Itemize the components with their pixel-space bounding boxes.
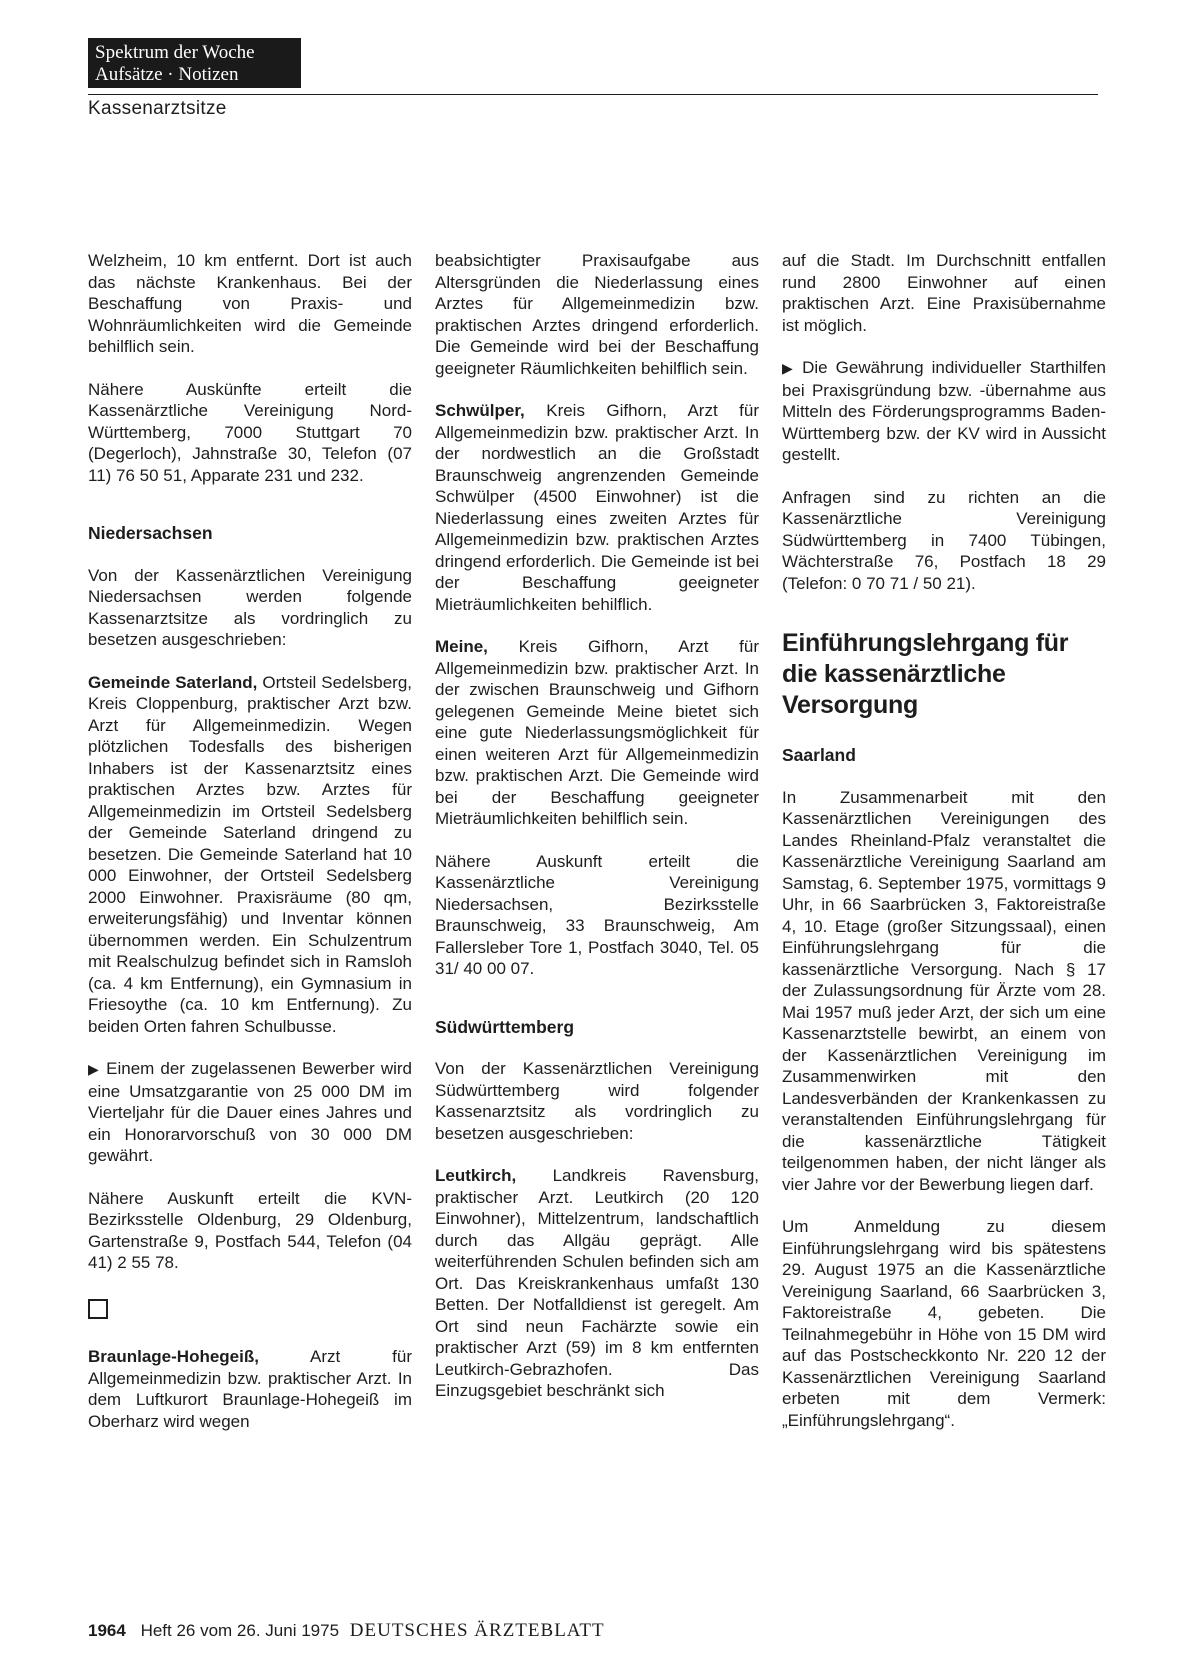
paragraph: Von der Kassenärztlichen Vereinigung Niedersachsen werden folgende Kassenarztsitze als vordringlich zu besetzen ausgeschrieben: xyxy=(88,565,412,649)
article-title: Einführungslehrgang für die kassenärztliche Versorgung xyxy=(782,629,1069,719)
paragraph: Um Anmeldung zu diesem Einführungslehrgang wird bis spätestens 29. August 1975 an die Kassenärztliche Vereinigung Saarland, 66 Saarbrücken 3, Faktoreistraße 4, gebeten. Die Teilnahmegebühr in Höhe von 15 DM wird auf das Postscheckkonto Nr. 220 12 der Kassenärztlichen Vereinigung Saarland erbeten mit dem Vermerk: „Einführungslehrgang“. xyxy=(782,1217,1106,1430)
paragraph: auf die Stadt. Im Durchschnitt entfallen rund 2800 Einwohner auf einen praktischen Arzt. Eine Praxisübernahme ist möglich. xyxy=(782,251,1106,335)
header-line-1: Spektrum der Woche xyxy=(95,42,255,63)
paragraph: Anfragen sind zu richten an die Kassenärztliche Vereinigung Südwürttemberg in 7400 Tübingen, Wächterstraße 76, Postfach 18 29 (Telefon: 0 70 71 / 50 21). xyxy=(782,487,1106,593)
paragraph xyxy=(88,1058,412,1167)
triangle-bullet-icon: ▶ xyxy=(88,1061,101,1077)
place-name: Schwülper, xyxy=(435,401,525,420)
journal-title: DEUTSCHES ÄRZTEBLATT xyxy=(349,1620,605,1641)
place-name: Braunlage-Hohegeiß, xyxy=(88,1347,259,1366)
paragraph-text: Einem der zugelassenen Bewerber wird eine Umsatzgarantie von 25 000 DM im Vierteljahr für die Dauer eines Jahres und ein Honorarvorschuß von 30 000 DM gewährt. xyxy=(88,1059,412,1165)
paragraph: Von der Kassenärztlichen Vereinigung Südwürttemberg wird folgender Kassenarztsitz als vordringlich zu besetzen ausgeschrieben: xyxy=(435,1059,759,1143)
paragraph-text: Kreis Gifhorn, Arzt für Allgemeinmedizin bzw. praktischer Arzt. In der zwischen Braunschweig und Gifhorn gelegenen Gemeinde Meine bietet sich eine gute Niederlassungsmöglichkeit für einen weiteren Arzt für Allgemeinmedizin bzw. praktischen Arzt. Die Gemeinde wird bei der Beschaffung geeigneter Mieträumlichkeiten behilflich sein. xyxy=(435,637,759,828)
triangle-bullet-icon: ▶ xyxy=(782,360,797,376)
heading-saarland: Saarland xyxy=(782,745,856,765)
header-rule xyxy=(88,94,1098,95)
paragraph: beabsichtigter Praxisaufgabe aus Altersgründen die Niederlassung eines Arztes für Allgemeinmedizin bzw. praktischen Arztes dringend erforderlich. Die Gemeinde wird bei der Beschaffung geeigneter Räumlichkeiten behilflich sein. xyxy=(435,251,759,378)
paragraph: In Zusammenarbeit mit den Kassenärztlichen Vereinigungen des Landes Rheinland-Pfalz veranstaltet die Kassenärztliche Vereinigung Saarland am Samstag, 6. September 1975, vormittags 9 Uhr, in 66 Saarbrücken 3, Faktoreistraße 4, 10. Etage (großer Sitzungssaal), einen Einführungslehrgang für die kassenärztliche Versorgung. Nach § 17 der Zulassungsordnung für Ärzte vom 28. Mai 1957 muß jeder Arzt, der sich um eine Kassenarztstelle bewirbt, an einem von der Kassenärztlichen Vereinigung im Zusammenwirken mit den Landesverbänden der Krankenkassen zu veranstaltenden Einführungslehrgang für die kassenärztliche Tätigkeit teilgenommen haben, der nicht länger als vier Jahre vor der Bewerbung liegen darf. xyxy=(782,787,1106,1194)
paragraph-text: Arzt für Allgemeinmedizin bzw. praktischer Arzt. In dem Luftkurort Braunlage-Hohegeiß im Oberharz wird wegen xyxy=(88,1347,412,1431)
paragraph: Welzheim, 10 km entfernt. Dort ist auch das nächste Krankenhaus. Bei der Beschaffung von Praxis- und Wohnräumlichkeiten wird die Gemeinde behilflich sein. xyxy=(88,251,412,356)
place-name: Meine, xyxy=(435,637,488,656)
paragraph: Nähere Auskunft erteilt die KVN-Bezirksstelle Oldenburg, 29 Oldenburg, Gartenstraße 9, Postfach 544, Telefon (04 41) 2 55 78. xyxy=(88,1188,412,1272)
paragraph xyxy=(88,672,412,1038)
place-name: Leutkirch, xyxy=(435,1166,517,1185)
paragraph xyxy=(435,400,759,615)
column-2 xyxy=(435,250,759,1423)
paragraph-text: Kreis Gifhorn, Arzt für Allgemeinmedizin bzw. praktischer Arzt. In der nordwestlich an die Großstadt Braunschweig angrenzenden Gemeinde Schwülper (4500 Einwohner) ist die Niederlassung eines zweiten Arztes für Allgemeinmedizin bzw. praktischen Arztes dringend erforderlich. Die Gemeinde ist bei der Beschaffung geeigneter Mieträumlichkeiten behilflich. xyxy=(435,401,759,614)
paragraph-text: Landkreis Ravensburg, praktischer Arzt. Leutkirch (20 120 Einwohner), Mittelzentrum, landschaftlich durch das Allgäu geprägt. Alle weiterführenden Schulen befinden sich am Ort. Das Kreiskrankenhaus umfaßt 130 Betten. Der Notfalldienst ist geregelt. Am Ort sind neun Fachärzte sowie ein praktischer Arzt (59) im 8 km entfernten Leutkirch-Gebrazhofen. Das Einzugsgebiet beschränkt sich xyxy=(435,1166,759,1400)
page-footer xyxy=(88,1620,605,1642)
square-marker-icon xyxy=(88,1299,108,1319)
header-line-2: Aufsätze · Notizen xyxy=(95,64,239,85)
paragraph xyxy=(435,636,759,830)
paragraph xyxy=(782,357,1106,466)
page-number: 1964 xyxy=(88,1621,126,1640)
paragraph: Nähere Auskünfte erteilt die Kassenärztliche Vereinigung Nord-Württemberg, 7000 Stuttgart 70 (Degerloch), Jahnstraße 30, Telefon (07 11) 76 50 51, Apparate 231 und 232. xyxy=(88,379,412,485)
heading-suedwuerttemberg: Südwürttemberg xyxy=(435,1016,575,1037)
section-label: Kassenarztsitze xyxy=(88,98,227,119)
heading-niedersachsen: Niedersachsen xyxy=(88,523,213,543)
paragraph-text: Ortsteil Sedelsberg, Kreis Cloppenburg, praktischer Arzt bzw. Arzt für Allgemeinmedizin. Wegen plötzlichen Todesfalls des bisherigen Inhabers ist der Kassenarztsitz eines praktischen Arztes bzw. Arztes für Allgemeinmedizin im Ortsteil Sedelsberg der Gemeinde Saterland dringend zu besetzen. Die Gemeinde Saterland hat 10 000 Einwohner, der Ortsteil Sedelsberg 2000 Einwohner. Praxisräume (80 qm, erweiterungsfähig) und Inventar können übernommen werden. Ein Schulzentrum mit Realschulzug befindet sich in Ramsloh (ca. 4 km Entfernung), ein Gymnasium in Friesoythe (ca. 10 km Entfernung). Zu beiden Orten fahren Schulbusse. xyxy=(88,672,412,1036)
paragraph xyxy=(435,1165,759,1402)
place-name: Gemeinde Saterland, xyxy=(88,672,258,692)
paragraph-text: Die Gewährung individueller Starthilfen bei Praxisgründung bzw. -übernahme aus Mitteln des Förderungsprogramms Baden-Württemberg bzw. der KV wird in Aussicht gestellt. xyxy=(782,358,1106,464)
column-3 xyxy=(782,250,1106,1452)
paragraph xyxy=(88,1346,412,1432)
paragraph: Nähere Auskunft erteilt die Kassenärztliche Vereinigung Niedersachsen, Bezirksstelle Braunschweig, 33 Braunschweig, Am Fallersleber Tore 1, Postfach 3040, Tel. 05 31/ 40 00 07. xyxy=(435,851,759,978)
section-header-box xyxy=(88,38,301,88)
issue-info: Heft 26 vom 26. Juni 1975 xyxy=(140,1621,340,1640)
column-1 xyxy=(88,250,412,1453)
